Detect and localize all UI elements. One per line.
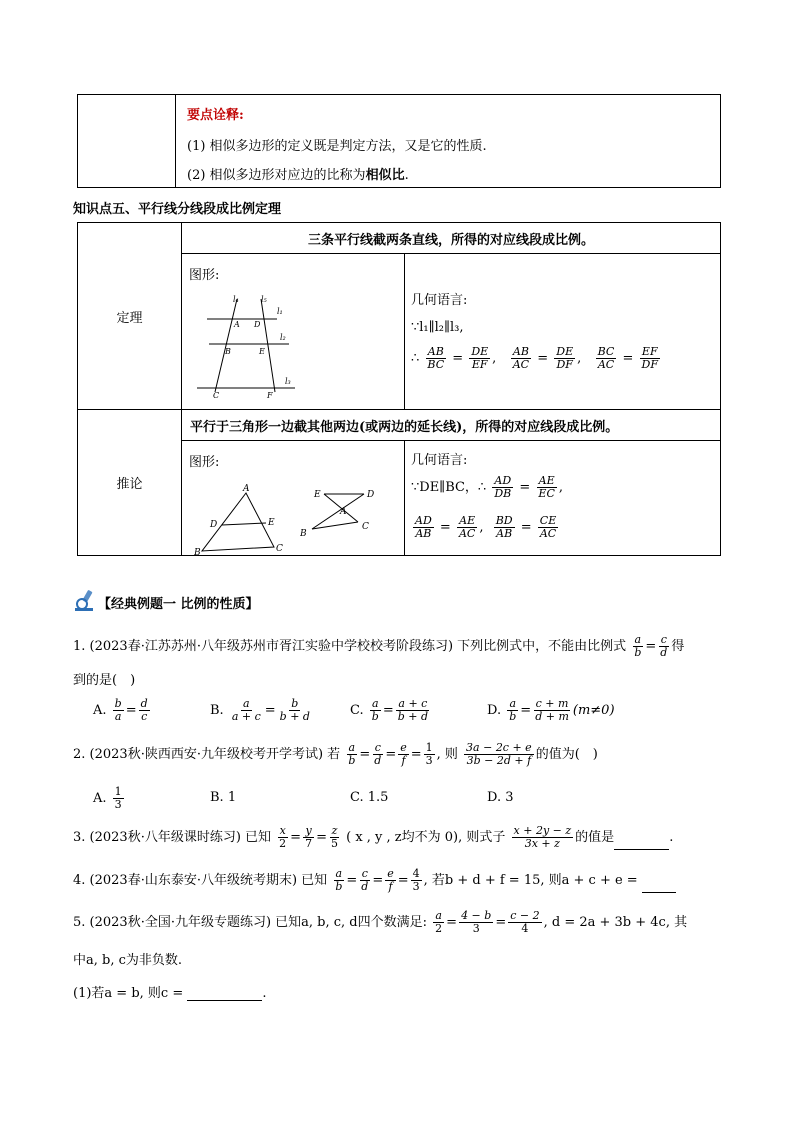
ratio-ad-db [492,475,513,500]
q3-text-value: 的值是 [575,830,615,845]
ratio-num: AB [427,345,444,358]
q5-text: 5. (2023秋·全国·九年级专题练习) 已知a, b, c, d四个数满足: [73,915,428,930]
q3-frac-y-7: $\frac{y}{7}$ [305,824,313,850]
label-l1: l₁ [277,307,283,316]
label-D: D [254,320,261,329]
ratio-den: EC [538,487,555,500]
theorem-table [77,222,721,556]
q2-frac-e-f: $\frac{e}{f}$ [400,741,407,767]
q2-a-frac: $\frac{1}{3}$ [114,785,122,811]
q5-frac-4b-3: $\frac{4 - b}{3}$ [461,909,492,935]
corollary-ratio-1: ∵DE∥BC，∴ $\frac{AD}{DB}$ = $\frac{AE}{EC}$ , [411,474,564,500]
tri2-label-D: D [367,490,375,500]
corollary-header: 平行于三角形一边截其他两边(或两边的延长线)，所得的对应线段成比例。 [190,419,619,435]
ratio-ef-df [640,346,660,371]
q2-text-then: , 则 [436,747,458,762]
key-points-heading: 要点诠释: [187,108,244,123]
tri2-label-A: A [340,507,347,517]
ratio-num: EF [641,345,658,358]
theorem-header: 三条平行线截两条直线，所得的对应线段成比例。 [307,232,594,248]
triangle-figure-1 [194,481,289,556]
tri1-label-C: C [276,544,283,554]
ratio-num: AD [494,474,512,487]
q4-frac-e-f: $\frac{e}{f}$ [387,867,394,893]
q1-option-d[interactable]: D. $\frac{a}{b}$ = $\frac{c + m}{d + m}$ (m≠0) [487,697,615,723]
q2-option-d[interactable]: D. 3 [487,790,514,805]
q4-answer-blank[interactable] [642,892,676,893]
q1-text-de: 得 [671,639,685,654]
q5-frac-c2-4: $\frac{c - 2}{4}$ [510,909,540,935]
ratio-num: AB [512,345,529,358]
q5-line3 [73,982,267,1001]
key-point-2 [187,164,409,183]
q1-option-b[interactable]: B. $\frac{a}{a + c}$ = $\frac{b}{b + d}$ [210,697,310,723]
ratio-den: AB [415,527,432,540]
corollary-ratio-2: $\frac{AD}{AB}$ = $\frac{AE}{AC}$ , $\frac{BD}{AB}$ = $\frac{CE}{AC}$ [415,514,557,540]
segment-bc [312,522,358,529]
q1-option-d-label: D. [487,703,502,718]
line-l4 [215,299,237,392]
ratio-ad-ab [413,515,434,540]
ratio-num: BC [597,345,615,358]
key-point-2-bold: 相似比 [365,168,405,183]
q4-text: 4. (2023春·山东泰安·八年级统考期末) 已知 [73,873,328,888]
key-point-1: (1) 相似多边形的定义既是判定方法，又是它的性质. [187,139,487,154]
q3-answer-blank[interactable] [614,849,669,850]
q2-expression: $\frac{3a - 2c + e}{3b - 2d + f}$ [466,741,532,767]
therefore-symbol: ∴ [411,351,420,366]
q1-option-b-label: B. [210,703,224,718]
theorem-header-cell [182,223,721,254]
q4-frac-a-b: $\frac{a}{b}$ [335,867,343,893]
q1-frac-a-b: $\frac{a}{b}$ [634,633,642,659]
ratio-den: DB [494,487,512,500]
tri2-label-C: C [362,522,369,532]
ratio-ce-ac [538,515,558,540]
q1-line1: 1. (2023春·江苏苏州·八年级苏州市胥江实验中学校校考阶段练习) 下列比例式中，不能由比例式 $\frac{a}{b}$ = $\frac{c}{d}$ 得 [73,633,685,659]
section-title: 知识点五、平行线分线段成比例定理 [73,202,282,217]
q3-frac-x-2: $\frac{x}{2}$ [279,824,287,850]
key-points-box [77,94,721,188]
theorem-geo-label: 几何语言: [411,293,468,308]
parallel-lines-figure [197,294,317,404]
ratio-den: AC [512,358,530,371]
label-l4: l₄ [233,295,239,304]
q1-d-cond: (m≠0) [572,703,615,718]
label-B: B [225,347,231,356]
q3-text-end: . [669,830,674,845]
line-l5 [261,299,275,392]
ratio-num: AE [538,474,555,487]
tri2-label-E: E [314,490,321,500]
q1-line2: 到的是( ) [73,673,136,688]
corollary-label-cell [78,410,182,556]
ratio-num: AE [459,514,476,527]
q1-d-frac2: $\frac{c + m}{d + m}$ [535,697,569,723]
tri1-label-A: A [243,484,250,494]
q5-part1-end: . [262,986,267,1001]
key-point-2-text: (2) 相似多边形对应边的比称为 [187,168,366,183]
ratio-ab-bc [425,346,446,371]
corollary-header-cell [182,410,721,441]
corollary-label: 推论 [116,477,143,492]
triangle-figure-2 [300,484,390,544]
q2-option-a[interactable] [93,786,126,811]
q3-expression: $\frac{x + 2y - z}{3x + z}$ [513,824,572,850]
label-F: F [267,391,273,400]
ratio-den: BC [427,358,445,371]
q1-option-c-label: C. [350,703,364,718]
ratio-num: BD [495,514,513,527]
q2-text: 2. (2023秋·陕西西安·九年级校考开学考试) 若 [73,747,341,762]
q1-option-a-label: A. [93,703,107,718]
q1-b-frac2: $\frac{b}{b + d}$ [279,697,310,723]
q1-option-c[interactable]: C. $\frac{a}{b}$ = $\frac{a + c}{b + d}$ [350,697,429,723]
q1-c-frac2: $\frac{a + c}{b + d}$ [397,697,429,723]
q1-text: 1. (2023春·江苏苏州·八年级苏州市胥江实验中学校校考阶段练习) 下列比例式中，不能由比例式 [73,639,627,654]
ratio-bd-ab [494,515,515,540]
q4-line: 4. (2023春·山东泰安·八年级统考期末) 已知 $\frac{a}{b}$ = $\frac{c}{d}$ = $\frac{e}{f}$ = $\frac{4}{3}$ , 若b + d + f = 15, 则a + c + e = [73,868,676,893]
q4-text-cond: , 若b + d + f = 15, 则a + c + e = [423,873,638,888]
theorem-given: ∵l₁∥l₂∥l₃, [411,320,464,335]
label-l3: l₃ [285,377,291,386]
q1-a-frac1: $\frac{b}{a}$ [114,697,122,723]
ratio-num: DE [471,345,489,358]
tri2-label-B: B [300,529,307,539]
q4-frac-c-d: $\frac{c}{d}$ [361,867,369,893]
ratio-num: AD [415,514,432,527]
ratio-ab-ac [511,346,531,371]
q3-frac-z-5: $\frac{z}{5}$ [330,824,338,850]
microscope-icon [73,588,97,612]
ratio-den: AB [496,527,513,540]
q5-part1: (1)若a = b, 则c = [73,986,184,1001]
ratio-den: AC [458,527,476,540]
theorem-geo-cell [405,254,721,410]
corollary-geo-label: 几何语言: [411,453,468,468]
q2-frac-1-3: $\frac{1}{3}$ [425,741,433,767]
theorem-label: 定理 [116,310,143,326]
label-l5: l₅ [261,295,267,304]
ratio-ae-ac [457,515,477,540]
corollary-geo-cell [405,441,721,556]
q2-text-value: 的值为( ) [535,747,598,762]
label-C: C [213,391,220,400]
q5-text-d: , d = 2a + 3b + 4c, 其 [543,915,688,930]
corollary-figure-cell [182,441,405,556]
label-E: E [259,347,265,356]
q2-line1: 2. (2023秋·陕西西安·九年级校考开学考试) 若 $\frac{a}{b}$ = $\frac{c}{d}$ = $\frac{e}{f}$ = $\frac{1}{3}$ , 则 $\frac{3a - 2c + e}{3b - 2d + f}$ 的值为( ) [73,741,598,767]
tri1-label-D: D [210,520,218,530]
key-points-right-cell [176,95,721,188]
segment-de [222,523,266,525]
theorem-figure-cell [182,254,405,410]
label-A: A [234,320,240,329]
q2-frac-c-d: $\frac{c}{d}$ [374,741,382,767]
q2-option-a-label: A. [93,791,107,806]
ratio-den: DF [641,358,658,371]
theorem-ratios: ∴ $\frac{AB}{BC}$ = $\frac{DE}{EF}$ , $\frac{AB}{AC}$ = $\frac{DE}{DF}$ , $\frac{BC}{AC}$ = $\frac{EF}{DF}$ [411,345,658,371]
q1-option-a[interactable]: A. $\frac{b}{a}$ = $\frac{d}{c}$ [93,697,148,723]
ratio-de-df [554,346,575,371]
q1-b-frac1: $\frac{a}{a + c}$ [231,697,261,723]
ratio-num: CE [539,514,557,527]
q5-frac-a-2: $\frac{a}{2}$ [435,909,443,935]
q1-frac-c-d: $\frac{c}{d}$ [660,633,668,659]
ratio-bc-ac [596,346,617,371]
q1-a-frac2: $\frac{d}{c}$ [140,697,148,723]
ratio-ae-ec [536,475,556,500]
example-title: 【经典例题一 比例的性质】 [98,597,259,612]
key-point-2-end: . [404,168,409,183]
q2-option-c[interactable]: C. 1.5 [350,790,389,805]
ratio-den: AC [597,358,615,371]
q1-c-frac1: $\frac{a}{b}$ [371,697,379,723]
ratio-den: DF [556,358,573,371]
q2-frac-a-b: $\frac{a}{b}$ [348,741,356,767]
theorem-figure-label: 图形: [189,268,220,283]
tri1-label-B: B [194,548,201,556]
corollary-given: ∵DE∥BC，∴ [411,480,487,495]
q3-text-cond: ( x , y , z均不为 0), 则式子 [346,830,506,845]
q5-line2: 中a, b, c为非负数. [73,953,183,968]
key-points-left-cell [78,95,176,188]
ratio-den: EF [471,358,488,371]
q4-frac-4-3: $\frac{4}{3}$ [412,867,420,893]
ratio-num: DE [556,345,574,358]
ratio-den: AC [539,527,557,540]
q3-line: 3. (2023秋·八年级课时练习) 已知 $\frac{x}{2}$ = $\frac{y}{7}$ = $\frac{z}{5}$ ( x , y , z均不为 0), 则式子 $\frac{x + 2y - z}{3x + z}$ 的值是 . [73,824,674,850]
q3-text: 3. (2023秋·八年级课时练习) 已知 [73,830,272,845]
label-l2: l₂ [280,333,286,342]
q5-answer-blank[interactable] [187,1000,262,1001]
corollary-figure-label: 图形: [189,455,220,470]
q5-line1: 5. (2023秋·全国·九年级专题练习) 已知a, b, c, d四个数满足: $\frac{a}{2}$ = $\frac{4 - b}{3}$ = $\frac{c - 2}{4}$ , d = 2a + 3b + 4c, 其 [73,909,688,935]
q1-d-frac1: $\frac{a}{b}$ [509,697,517,723]
q2-option-b[interactable]: B. 1 [210,790,237,805]
tri1-label-E: E [268,518,275,528]
theorem-label-cell [78,223,182,410]
ratio-de-ef [469,346,490,371]
